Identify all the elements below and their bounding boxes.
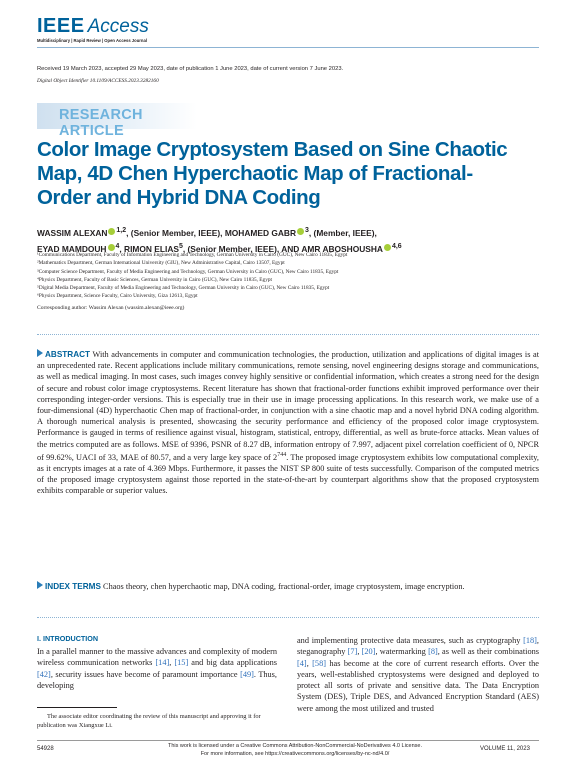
author-name: AMR ABOSHOUSHA: [301, 243, 383, 254]
article-doi: Digital Object Identifier 10.1109/ACCESS.2023.3282160: [37, 78, 159, 84]
license-notice: [130, 742, 460, 758]
intro-left-column: [37, 646, 277, 691]
orcid-icon[interactable]: [297, 228, 304, 235]
logo-access: Access: [87, 16, 149, 37]
body-text: and big data applications: [188, 658, 277, 668]
category-label: RESEARCH ARTICLE: [59, 107, 143, 139]
author-name: EYAD MAMDOUH: [37, 243, 107, 254]
volume-label: VOLUME 11, 2023: [480, 746, 530, 752]
citation-link[interactable]: [14]: [155, 658, 170, 668]
affiliation-item: ²Mathematics Department, German International University (GIU), New Administrative Capital, Cairo 13507, Egypt: [37, 260, 285, 267]
affiliation-list: [37, 251, 542, 301]
citation-link[interactable]: [8]: [428, 647, 438, 657]
footnote-divider: [37, 707, 117, 708]
index-terms: [37, 581, 539, 592]
intro-right-column: [297, 635, 539, 714]
section-heading: I. INTRODUCTION: [37, 634, 99, 643]
corresponding-author: Corresponding author: Wassim Alexan (wassim.alexan@ieee.org): [37, 305, 185, 311]
author-role: , (Senior Member, IEEE), AND: [182, 243, 300, 254]
body-text: , as well as their combinations: [437, 647, 539, 657]
header-divider: [37, 47, 539, 48]
citation-link[interactable]: [42]: [37, 669, 51, 679]
citation-link[interactable]: [49]: [240, 669, 254, 679]
affiliation-item: ⁵Digital Media Department, Faculty of Media Engineering and Technology, German University in Cairo (GUC), New Cairo 11835, Egypt: [37, 285, 330, 292]
abstract-label: ABSTRACT: [45, 350, 91, 359]
abstract-bottom-divider: [37, 617, 539, 618]
category-banner: [37, 103, 197, 139]
citation-link[interactable]: [4]: [297, 658, 307, 668]
citation-link[interactable]: [15]: [174, 658, 189, 668]
author-affiliation-sup: 1,2: [116, 227, 127, 234]
footer-divider: [37, 740, 539, 741]
body-text: In a parallel manner to the massive advances and complexity of modern wireless communication networks: [37, 647, 277, 668]
author-affiliation-sup: 4,6: [391, 242, 402, 250]
body-text: and implementing protective data measures, such as cryptography: [297, 636, 524, 645]
orcid-icon[interactable]: [384, 244, 391, 251]
article-title: Color Image Cryptosystem Based on Sine Chaotic Map, 4D Chen Hyperchaotic Map of Fractional-Order and Hybrid DNA Coding: [37, 138, 508, 209]
body-text: ,: [357, 647, 362, 657]
triangle-bullet-icon: [37, 349, 43, 357]
editor-footnote: The associate editor coordinating the review of this manuscript and approving it for publication was Xiangxue Li.: [37, 713, 261, 729]
author-role: , (Member, IEEE),: [308, 227, 377, 238]
body-text: . Thus, developing: [37, 669, 277, 690]
abstract-text-cont: . The proposed image cryptosystem exhibits low computational complexity, as it encrypts images at a rate of 4.369 Mbps. Furthermore, it passes the NIST SP 800 suite of tests successfully. Comparison of the computed metrics of the proposed image cryptosystem against those reported in the state-of-the-art by counterpart algorithms show that the proposed cryptosystem exhibits comparable or superior values.: [37, 452, 539, 496]
author-affiliation-sup: 3: [305, 227, 309, 234]
index-terms-text: Chaos theory, chen hyperchaotic map, DNA coding, fractional-order, image cryptosystem, image encryption.: [103, 582, 465, 591]
body-text: , steganography: [297, 636, 539, 657]
abstract-text: With advancements in computer and communication technologies, the production, utilization and applications of digital images is at an unprecedented rate. Recent applications include military communications, remote sensing, novel engineering designs storage and communications, as well as medical imaging. In most cases, such images convey highly sensitive or confidential information, which creates a strong need for the design of secure and robust color image cryptosystems. Recent literature has shown that fractional-order functions exhibit improved performance over their corresponding integer-order versions. This is especially true in their use in image processing applications. In this research work, we make use of a four-dimensional (4D) hyperchaotic Chen map of fractional-order, in conjunction with a sine chaotic map and a novel hybrid DNA coding algorithm. A thorough numerical analysis is presented, showcasing the security performance and efficiency of the proposed color image cryptosystem. Performance is gauged in terms of resilience against visual, histogram, statistical, entropy, differential, as well as brute-force attacks. Mean values of the metrics computed are as follows. MSE of 9396, PSNR of 8.27 dB, information entropy of 7.997, adjacent pixel correlation coefficient of 0, NPCR of 99.62%, UACI of 33, MAE of 80.57, and a very large key space of 2: [37, 350, 540, 462]
author-affiliation-sup: 4: [115, 242, 120, 250]
author-affiliation-sup: 5: [178, 242, 183, 250]
author-name: MOHAMED GABR: [224, 227, 296, 238]
author-name: , RIMON ELIAS: [119, 243, 179, 254]
abstract: [37, 349, 539, 496]
body-text: , watermarking: [375, 647, 429, 657]
affiliation-item: ¹Communications Department, Faculty of Information Engineering and Technology, German University in Cairo (GUC), New Cairo 11835, Egypt: [37, 252, 348, 258]
body-text: has become at the core of current research efforts. Over the years, well-established cryptosystems were designed and deployed to protect all sorts of private and sensitive data. The Data Encryption System (DES), Triple DES, and Advanced Encryption Standard (AES) were among the most utilized and trusted: [297, 658, 539, 713]
citation-link[interactable]: [7]: [347, 647, 358, 657]
orcid-icon[interactable]: [108, 228, 115, 235]
journal-logo: [37, 15, 149, 38]
logo-tagline: Multidisciplinary | Rapid Review | Open Access Journal: [37, 38, 147, 43]
index-terms-label: INDEX TERMS: [45, 582, 101, 591]
abstract-top-divider: [37, 334, 539, 335]
citation-link[interactable]: [20]: [361, 647, 376, 657]
affiliation-item: ⁶Physics Department, Science Faculty, Cairo University, Giza 12613, Egypt: [37, 293, 198, 300]
citation-link[interactable]: [58]: [312, 658, 326, 668]
license-link[interactable]: For more information, see https://creativecommons.org/licenses/by-nc-nd/4.0/: [200, 751, 390, 757]
author-name: WASSIM ALEXAN: [37, 227, 108, 238]
license-line: This work is licensed under a Creative Commons Attribution-NonCommercial-NoDerivatives 4.0 License.: [167, 743, 422, 749]
page-number: 54928: [37, 746, 54, 752]
body-text: ,: [169, 658, 175, 668]
orcid-icon[interactable]: [108, 244, 115, 251]
citation-link[interactable]: [18]: [523, 636, 537, 645]
key-space-exponent: 744: [277, 451, 287, 458]
affiliation-item: ³Computer Science Department, Faculty of Media Engineering and Technology, German University in Cairo (GUC), New Cairo 11835, Egypt: [37, 268, 339, 275]
affiliation-item: ⁴Physics Department, Faculty of Basic Sciences, German University in Cairo (GUC), New Cairo 11835, Egypt: [37, 276, 272, 283]
body-text: ,: [306, 658, 313, 668]
logo-ieee: IEEE: [37, 15, 85, 37]
triangle-bullet-icon: [37, 581, 43, 589]
article-dates: Received 19 March 2023, accepted 29 May 2023, date of publication 1 June 2023, date of current version 7 June 2023.: [37, 66, 344, 72]
body-text: , security issues have become of paramount importance: [50, 669, 241, 679]
author-role: , (Senior Member, IEEE),: [126, 227, 223, 238]
